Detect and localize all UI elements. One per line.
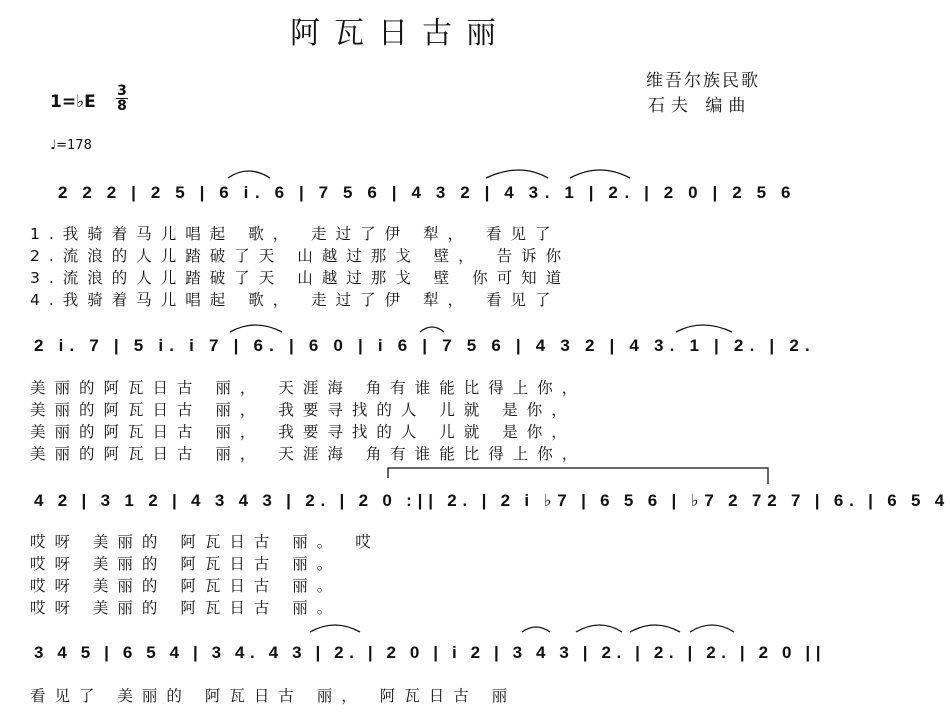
attribution-arranger: 石夫 编曲: [648, 96, 752, 116]
lyrics-s1-v1: 1.我骑着马儿唱起 歌， 走过了伊 犁， 看见了: [30, 225, 560, 243]
notes-system-4: 3 4 5 | 6 5 4 | 3 4. 4 3 | 2. | 2 0 | i 2 | 3 4 3 | 2. | 2. | 2. | 2 0 ||: [34, 643, 827, 662]
attribution-origin: 维吾尔族民歌: [646, 71, 760, 91]
key-signature: 1=♭E: [50, 92, 96, 112]
song-title: 阿瓦日古丽: [290, 16, 510, 51]
time-signature: 3 8: [117, 83, 127, 114]
lyrics-s3-v3: 哎呀 美丽的 阿瓦日古 丽。: [30, 577, 342, 595]
lyrics-s1-v3: 3.流浪的人儿踏破了天 山越过那戈 壁 你可知道: [30, 269, 571, 287]
tempo-marking: ♩=178: [50, 138, 92, 153]
lyrics-s3-v1: 哎呀 美丽的 阿瓦日古 丽。 哎: [30, 533, 380, 551]
notes-system-1: 2 2 2 | 2 5 | 6 i. 6 | 7 5 6 | 4 3 2 | 4 3. 1 | 2. | 2 0 | 2 5 6: [58, 183, 798, 202]
lyrics-s4-v1: 看见了 美丽的 阿瓦日古 丽， 阿瓦日古 丽: [30, 687, 517, 705]
lyrics-s2-v1: 美丽的阿瓦日古 丽， 天涯海 角有谁能比得上你，: [30, 379, 587, 397]
lyrics-s2-v4: 美丽的阿瓦日古 丽， 天涯海 角有谁能比得上你，: [30, 445, 587, 463]
lyrics-s2-v2: 美丽的阿瓦日古 丽， 我要寻找的人 儿就 是你，: [30, 401, 576, 419]
lyrics-s3-v2: 哎呀 美丽的 阿瓦日古 丽。: [30, 555, 342, 573]
lyrics-s1-v4: 4.我骑着马儿唱起 歌， 走过了伊 犁， 看见了: [30, 291, 560, 309]
lyrics-s1-v2: 2.流浪的人儿踏破了天 山越过那戈 壁， 告诉你: [30, 247, 571, 265]
lyrics-s3-v4: 哎呀 美丽的 阿瓦日古 丽。: [30, 599, 342, 617]
lyrics-s2-v3: 美丽的阿瓦日古 丽， 我要寻找的人 儿就 是你，: [30, 423, 576, 441]
notes-system-2: 2 i. 7 | 5 i. i 7 | 6. | 6 0 | i 6 | 7 5 6 | 4 3 2 | 4 3. 1 | 2. | 2.: [34, 336, 816, 355]
notes-system-3: 4 2 | 3 1 2 | 4 3 4 3 | 2. | 2 0 :|| 2. | 2 i ♭7 | 6 5 6 | ♭7 2 72 7 | 6. | 6 5 4: [34, 491, 950, 510]
